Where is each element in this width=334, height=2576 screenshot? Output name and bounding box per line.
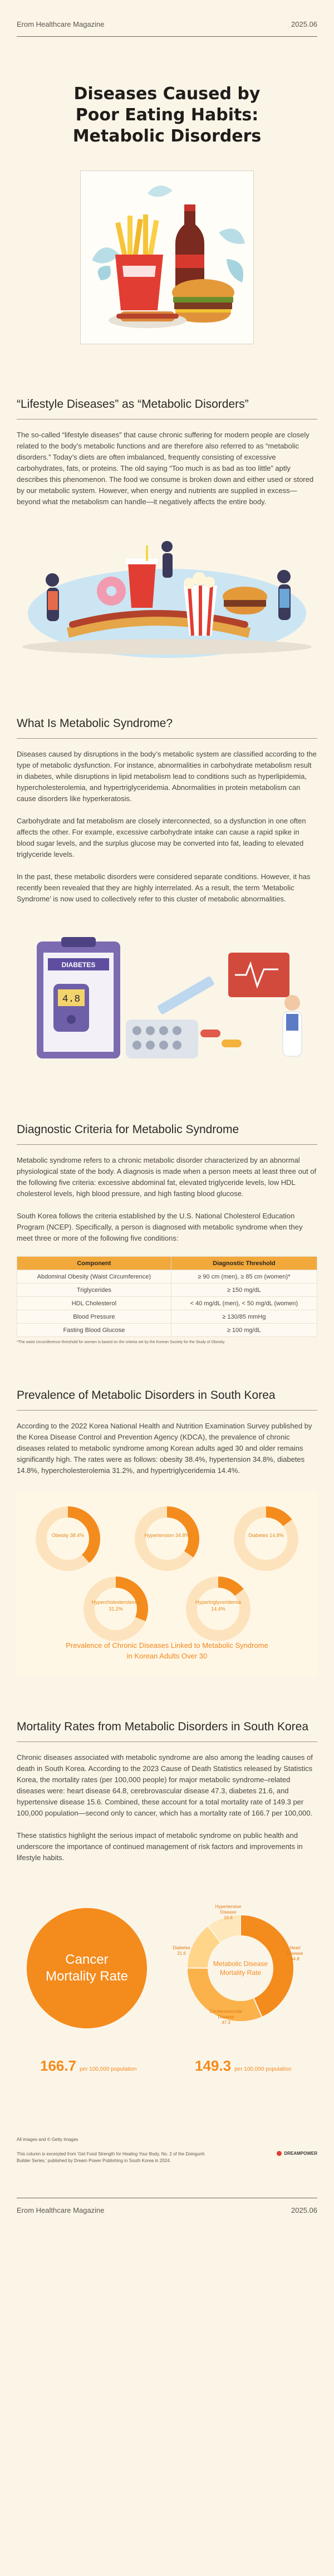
donut-center-line: Metabolic Disease — [213, 1960, 268, 1968]
table-cell: ≥ 100 mg/dL — [171, 1324, 317, 1337]
page-title — [0, 84, 334, 147]
column-header: Component — [17, 1257, 171, 1270]
donut-segments — [187, 1915, 294, 2022]
table-cell: Fasting Blood Glucose — [17, 1324, 171, 1337]
meter-reading: 4.8 — [62, 994, 81, 1005]
caption-line: Prevalence of Chronic Diseases Linked to Metabolic Syndrome — [66, 1641, 268, 1650]
table-cell: ≥ 90 cm (men), ≥ 85 cm (women)* — [171, 1270, 317, 1284]
section-heading: “Lifestyle Diseases” as “Metabolic Disorders” — [17, 398, 317, 419]
segment-label-hypertensive: Disease — [220, 1910, 237, 1915]
paragraph: In the past, these metabolic disorders were considered separate conditions. However, it has recently been revealed that they are highly interrelated. As a result, the term ‘Metabolic Syndrome’ is now used to collectively refer to this cluster of metabolic abnormalities. — [17, 872, 311, 903]
segment-label-diabetes: Diabetes — [173, 1945, 190, 1950]
donut-label-line: Hypertriglyceridemia — [195, 1599, 242, 1605]
source-row — [17, 2151, 317, 2164]
issue-date: 2025.06 — [291, 2206, 317, 2214]
image-credit: All images and © Getty Images — [17, 2137, 78, 2142]
title-line: Poor Eating Habits: — [75, 105, 259, 125]
table-row — [17, 1270, 317, 1284]
magazine-name: Erom Healthcare Magazine — [17, 20, 105, 28]
table-row — [17, 1284, 317, 1297]
section-heading: What Is Metabolic Syndrome? — [17, 717, 317, 739]
donut-hypertriglyceridemia — [185, 1575, 252, 1642]
donut-label — [82, 1599, 149, 1612]
segment-value-heart: 64.8 — [291, 1957, 299, 1962]
page-header — [0, 0, 334, 36]
stat-unit: per 100,000 population — [80, 2066, 137, 2072]
table-cell: Triglycerides — [17, 1284, 171, 1297]
section-heading: Diagnostic Criteria for Metabolic Syndrome — [17, 1123, 317, 1145]
table-row — [17, 1310, 317, 1324]
metabolic-rate-stat — [195, 2057, 291, 2075]
donut-label: Diabetes 14.8% — [248, 1533, 284, 1538]
table-footnote: *The waist circumference threshold for women is based on the criteria set by the Korean Society for the Study of Obesity. — [17, 1340, 225, 1344]
title-line: Diseases Caused by — [73, 84, 261, 104]
table-row — [17, 1297, 317, 1310]
stat-value: 166.7 — [40, 2057, 77, 2074]
logo-text: DREAMPOWER — [284, 2151, 317, 2156]
donut-center-line: Mortality Rate — [219, 1969, 262, 1977]
donut-label-line: 14.4% — [211, 1606, 225, 1612]
paragraph: Chronic diseases associated with metabolic syndrome are also among the leading causes of death in South Korea. According to the 2023 Cause of Death Statistics released by Statistics Korea, the mortality rates (per 100,000 people) for major metabolic syndrome–related diseases were: heart disease 64.8, cerebrovascular disease 47.3, diabetes 21.6, and hypertensive disease 15.6. Combined, these account for a total mortality rate of 149.3 per 100,000 population—second only to cancer, which has a mortality rate of 166.7 per 100,000. — [17, 1753, 313, 1817]
donut-label — [185, 1599, 252, 1612]
donut-obesity — [35, 1505, 101, 1572]
table-cell: HDL Cholesterol — [17, 1297, 171, 1310]
section-diagnostic-criteria — [0, 1123, 334, 1344]
table-cell: ≥ 150 mg/dL — [171, 1284, 317, 1297]
donut-diabetes — [233, 1505, 299, 1572]
section-heading: Mortality Rates from Metabolic Disorders in South Korea — [17, 1720, 317, 1742]
section-lifestyle-diseases — [0, 398, 334, 508]
people-with-junk-food-illustration — [17, 530, 317, 663]
segment-label-heart: Disease — [287, 1951, 303, 1956]
paragraph: Carbohydrate and fat metabolism are closely interconnected, so a dysfunction in one often affects the other. For example, excessive carbohydrate intake can cause a rapid spike in blood sugar levels, and the surplus glucose may be converted into fat, leading to elevated triglyceride levels. — [17, 817, 306, 858]
section-heading: Prevalence of Metabolic Disorders in South Korea — [17, 1389, 317, 1411]
circle-label-line: Cancer — [65, 1952, 109, 1967]
segment-value-diabetes: 21.6 — [177, 1951, 186, 1956]
magazine-name: Erom Healthcare Magazine — [17, 2206, 105, 2214]
cancer-rate-stat — [40, 2057, 136, 2075]
circle-label-line: Mortality Rate — [45, 1969, 129, 1984]
caption-line: in Korean Adults Over 30 — [126, 1652, 208, 1660]
logo-icon — [277, 2151, 282, 2156]
segment-label-heart: Heart — [289, 1945, 301, 1950]
junk-food-illustration — [80, 170, 254, 344]
table-cell: < 40 mg/dL (men), < 50 mg/dL (women) — [171, 1297, 317, 1310]
stat-unit: per 100,000 population — [234, 2066, 292, 2072]
segment-label-hypertensive: Hypertensive — [215, 1904, 242, 1909]
diagnostic-criteria-table — [17, 1256, 317, 1337]
donut-hypertension — [134, 1505, 200, 1572]
table-cell: Blood Pressure — [17, 1310, 171, 1324]
issue-date: 2025.06 — [291, 20, 317, 28]
clipboard-label: DIABETES — [61, 961, 96, 969]
section-prevalence — [0, 1389, 334, 1676]
table-row — [17, 1324, 317, 1337]
paragraph: South Korea follows the criteria established by the U.S. National Cholesterol Education Program (NCEP). Specifically, a person is diagnosed with metabolic syndrome when they meet three or more of the following five conditions: — [17, 1212, 303, 1242]
source-note: This column is excerpted from 'Get Food Strength for Healing Your Body, No. 2 of the Doingunh Builder Series,' published by Dream Power Publishing in South Korea in 2024. — [17, 2151, 205, 2163]
cancer-mortality-circle — [27, 1908, 147, 2028]
donut-hypercholesterolemia — [82, 1575, 149, 1642]
page-footer — [0, 2198, 334, 2243]
segment-value-cerebrovascular: 47.3 — [222, 2020, 230, 2025]
metabolic-mortality-donut — [168, 1896, 313, 2041]
segment-value-hypertensive: 15.6 — [224, 1915, 233, 1920]
section-mortality — [0, 1720, 334, 2136]
donut-label: Hypertension 34.8% — [144, 1533, 190, 1538]
mortality-comparison — [17, 1869, 317, 2136]
paragraph: The so-called “lifestyle diseases” that cause chronic suffering for modern people are closely related to the body’s metabolic functions and are therefore also referred to as “metabolic disorders.” Today’s diets are often imbalanced, frequently consisting of excessive carbohydrates, fats, or proteins. The old saying “Too much is as bad as too little” aptly describes this phenomenon. The food we consume is broken down and either used or stored by our metabolic system. However, when energy and nutrients are supplied in excess—beyond what the metabolism can handle—it negatively affects the entire body. — [17, 431, 314, 506]
paragraph: These statistics highlight the serious impact of metabolic syndrome on public health and underscore the importance of continued management of risk factors and improvements in lifestyle habits. — [17, 1831, 303, 1862]
credits — [0, 2136, 334, 2164]
donut-label: Obesity 38.4% — [51, 1533, 85, 1538]
table-header-row — [17, 1257, 317, 1270]
table-cell: ≥ 130/85 mmHg — [171, 1310, 317, 1324]
table-cell: Abdominal Obesity (Waist Circumference) — [17, 1270, 171, 1284]
segment-label-cerebrovascular: Disease — [218, 2014, 234, 2019]
section-what-is-metabolic-syndrome — [0, 717, 334, 905]
segment-label-cerebrovascular: Cerebrovascular — [209, 2009, 243, 2014]
stat-value: 149.3 — [195, 2057, 232, 2074]
donut-label-line: Hypercholesterolemia — [91, 1599, 140, 1605]
paragraph: Diseases caused by disruptions in the body’s metabolic system are classified according to the type of metabolic dysfunction. For instance, abnormalities in carbohydrate metabolism result in diabetes, while disruptions in lipid metabolism lead to conditions such as hyperlipidemia, hypercholesterolemia, and hypertriglyceridemia. Abnormalities in protein metabolism can cause disorders like hyperkeratosis. — [17, 750, 317, 803]
paragraph: According to the 2022 Korea National Health and Nutrition Examination Survey published by the Korea Disease Control and Prevention Agency (KDCA), the prevalence of chronic diseases related to metabolic syndrome among Korean adults aged 30 and older remains significantly high. The rates were as follows: obesity 38.4%, hypertension 34.8%, diabetes 14.8%, hypercholesterolemia 31.2%, and hypertriglyceridemia 14.4%. — [17, 1422, 312, 1475]
publisher-logo — [277, 2151, 317, 2156]
column-header: Diagnostic Threshold — [171, 1257, 317, 1270]
prevalence-caption — [17, 1640, 317, 1661]
header-divider — [17, 36, 317, 37]
donut-label-line: 31.2% — [109, 1606, 123, 1612]
title-line: Metabolic Disorders — [72, 126, 262, 146]
diabetes-diagnosis-illustration — [17, 930, 317, 1070]
prevalence-donut-panel — [17, 1492, 317, 1676]
paragraph: Metabolic syndrome refers to a chronic metabolic disorder characterized by an abnormal physiological state of the body. A diagnosis is made when a person meets at least three out of the following five criteria: excessive abdominal fat, elevated triglyceride levels, low HDL cholesterol levels, high blood pressure, and high fasting blood glucose. — [17, 1156, 317, 1198]
